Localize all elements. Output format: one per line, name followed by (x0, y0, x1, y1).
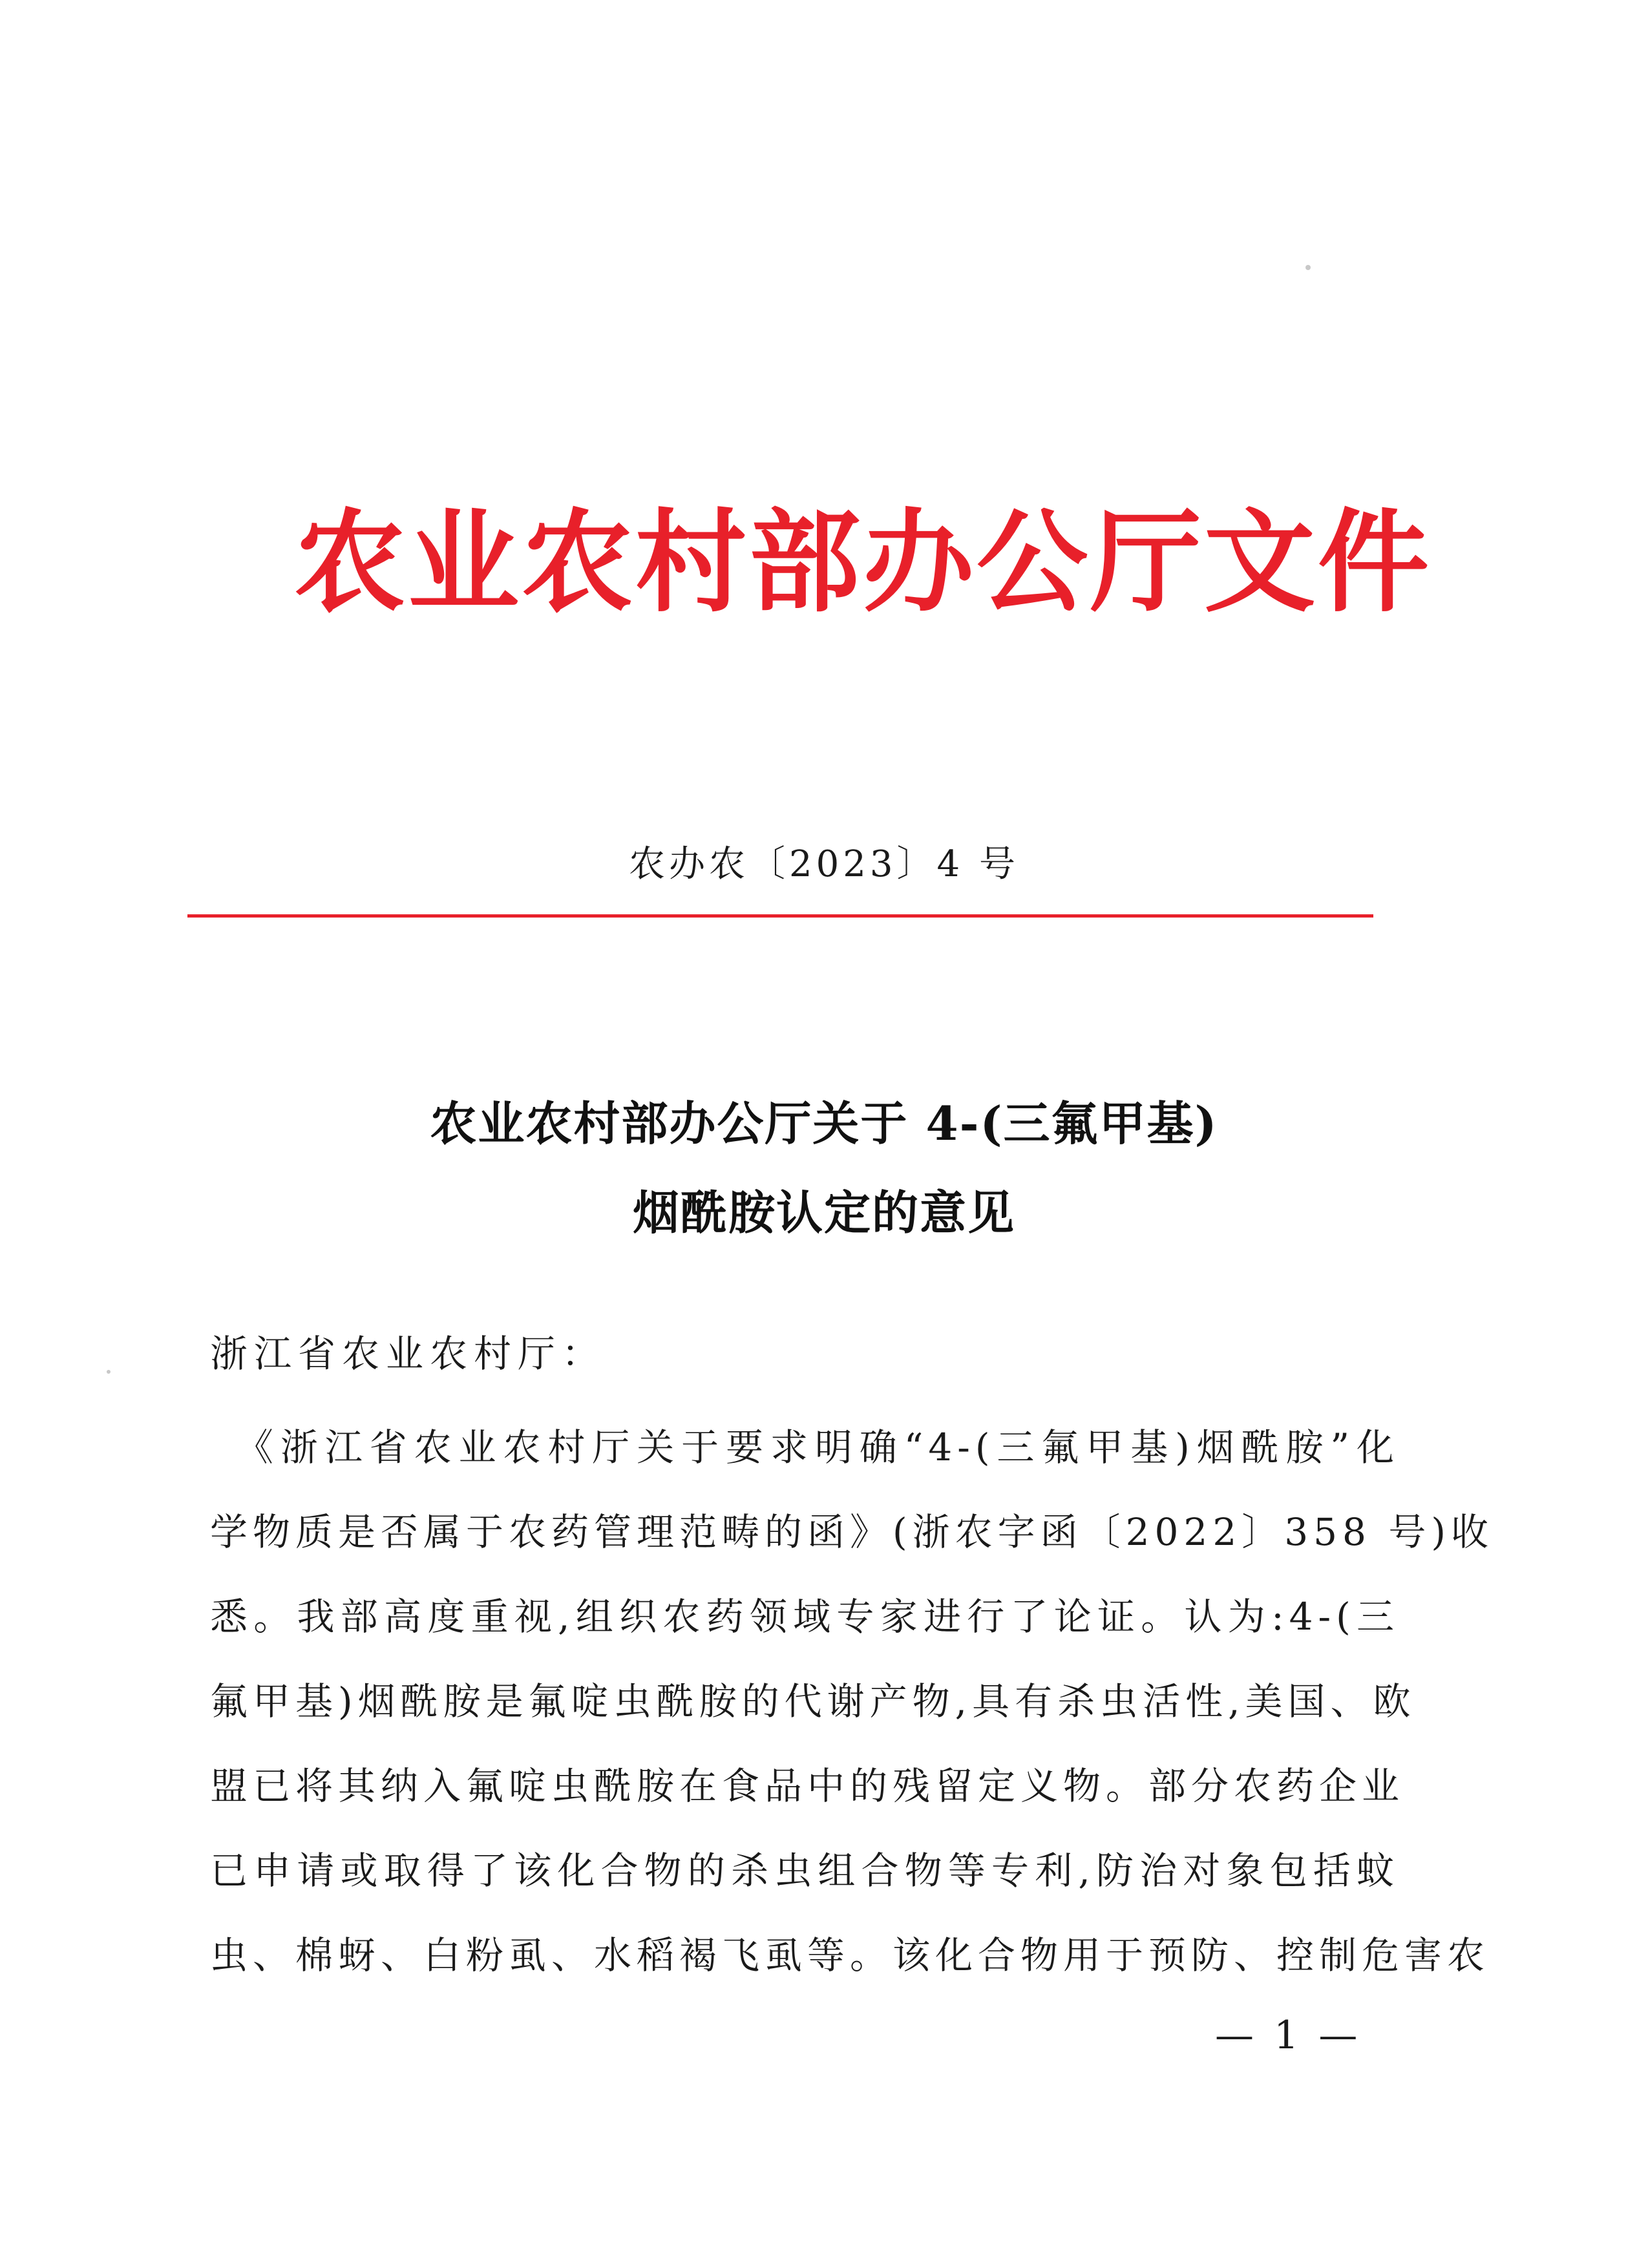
red-divider (187, 914, 1373, 918)
salutation: 浙江省农业农村厅： (210, 1332, 606, 1376)
document-title (0, 1079, 1648, 1257)
issuer-banner: 农业农村部办公厅文件 (294, 496, 1431, 627)
body-line: 虫、棉蚜、白粉虱、水稻褐飞虱等。该化合物用于预防、控制危害农 (210, 1933, 1490, 1977)
body-line: 氟甲基)烟酰胺是氟啶虫酰胺的代谢产物,具有杀虫活性,美国、欧 (210, 1679, 1416, 1723)
document-number: 农办农〔2023〕4 号 (629, 843, 1019, 885)
scan-speck (107, 1370, 111, 1374)
body-line: 《浙江省农业农村厅关于要求明确“4-(三氟甲基)烟酰胺”化 (210, 1425, 1399, 1469)
title-line-2: 烟酰胺认定的意见 (632, 1185, 1015, 1240)
body-line: 盟已将其纳入氟啶虫酰胺在食品中的残留定义物。部分农药企业 (210, 1764, 1405, 1808)
body-paragraph (210, 1405, 1494, 1998)
body-line: 学物质是否属于农药管理范畴的函》(浙农字函〔2022〕358 号)收 (210, 1510, 1494, 1554)
body-line: 已申请或取得了该化合物的杀虫组合物等专利,防治对象包括蚊 (210, 1849, 1399, 1893)
body-line: 悉。我部高度重视,组织农药领域专家进行了论证。认为:4-(三 (210, 1595, 1399, 1639)
title-line-1: 农业农村部办公厅关于 4-(三氟甲基) (430, 1096, 1218, 1151)
page-number: — 1 — (1215, 2013, 1362, 2058)
scan-speck (1305, 265, 1311, 270)
